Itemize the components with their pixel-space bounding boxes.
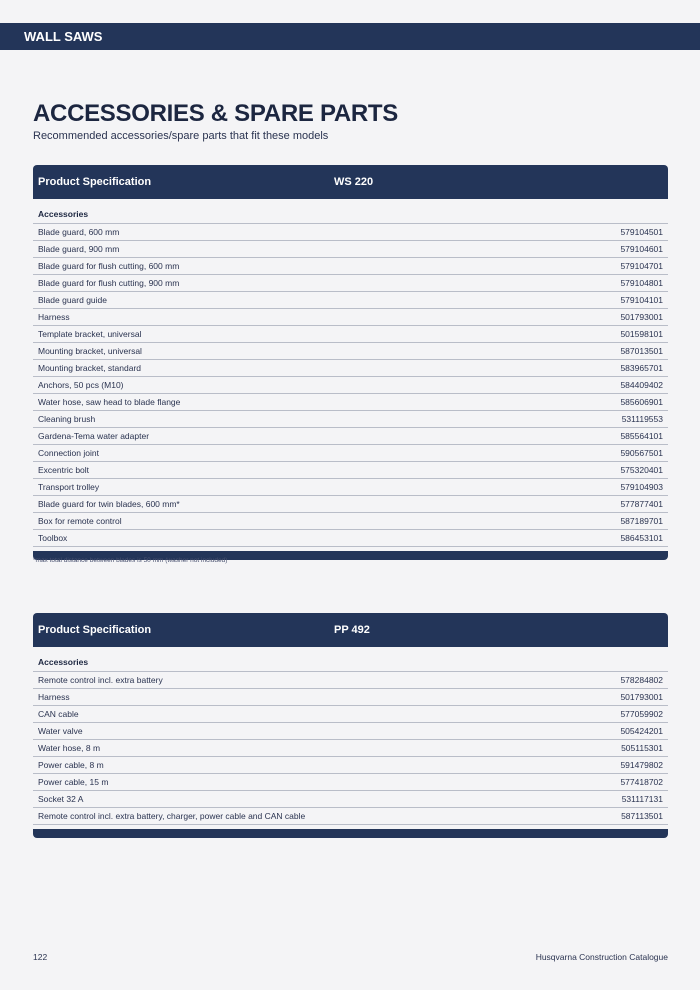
part-number: 583965701 — [620, 363, 663, 373]
page-subtitle: Recommended accessories/spare parts that fit these models — [33, 130, 329, 142]
part-name: Blade guard, 900 mm — [38, 244, 120, 254]
part-name: Power cable, 8 m — [38, 760, 104, 770]
part-number: 579104501 — [620, 227, 663, 237]
part-name: Socket 32 A — [38, 794, 84, 804]
part-number: 577059902 — [620, 709, 663, 719]
part-number: 579104801 — [620, 278, 663, 288]
part-name: Blade guard for twin blades, 600 mm* — [38, 499, 180, 509]
page-title: ACCESSORIES & SPARE PARTS — [33, 100, 399, 127]
table-row — [33, 513, 668, 530]
part-number: 585564101 — [620, 431, 663, 441]
part-name: Toolbox — [38, 533, 68, 543]
part-number: 578284802 — [620, 675, 663, 685]
part-number: 531117131 — [621, 794, 663, 804]
part-name: Template bracket, universal — [38, 329, 142, 339]
part-name: Remote control incl. extra battery — [38, 675, 163, 685]
table-row — [33, 343, 668, 360]
footnote: *max total distance between blades is 50 mm (washer not included) — [33, 557, 228, 564]
header-label: Product Specification — [38, 176, 152, 188]
table-row — [33, 309, 668, 326]
table-row — [33, 411, 668, 428]
part-name: Remote control incl. extra battery, charger, power cable and CAN cable — [38, 811, 306, 821]
part-name: Blade guard, 600 mm — [38, 227, 120, 237]
table-row — [33, 326, 668, 343]
part-name: Power cable, 15 m — [38, 777, 109, 787]
part-number: 585606901 — [620, 397, 663, 407]
table-row — [33, 740, 668, 757]
part-number: 587013501 — [620, 346, 663, 356]
table-row — [33, 672, 668, 689]
table-row — [33, 791, 668, 808]
part-name: Box for remote control — [38, 516, 122, 526]
part-name: Blade guard for flush cutting, 900 mm — [38, 278, 180, 288]
part-name: Mounting bracket, universal — [38, 346, 142, 356]
part-number: 501793001 — [620, 692, 663, 702]
table-row — [33, 689, 668, 706]
part-number: 505424201 — [620, 726, 663, 736]
section-label-accessories: Accessories — [33, 206, 668, 224]
spec-table-header — [33, 165, 668, 199]
part-name: Mounting bracket, standard — [38, 363, 142, 373]
part-number: 579104101 — [620, 295, 663, 305]
table-rows — [33, 224, 668, 547]
part-name: Harness — [38, 692, 70, 702]
part-number: 590567501 — [620, 448, 663, 458]
table-row — [33, 394, 668, 411]
part-name: Transport trolley — [38, 482, 100, 492]
page-number: 122 — [33, 952, 48, 962]
part-number: 587113501 — [621, 811, 663, 821]
header-model: WS 220 — [334, 176, 374, 188]
table-row — [33, 445, 668, 462]
header-model: PP 492 — [334, 624, 370, 636]
part-number: 587189701 — [620, 516, 663, 526]
part-name: Cleaning brush — [38, 414, 96, 424]
part-number: 501793001 — [620, 312, 663, 322]
part-number: 579104601 — [620, 244, 663, 254]
part-number: 501598101 — [620, 329, 663, 339]
table-row — [33, 292, 668, 309]
table-row — [33, 258, 668, 275]
part-name: Excentric bolt — [38, 465, 90, 475]
part-name: Blade guard guide — [38, 295, 108, 305]
part-number: 531119553 — [621, 414, 663, 424]
table-row — [33, 757, 668, 774]
section-title: WALL SAWS — [24, 29, 103, 44]
part-name: Water hose, saw head to blade flange — [38, 397, 181, 407]
part-name: Water valve — [38, 726, 83, 736]
part-number: 584409402 — [620, 380, 663, 390]
table-row — [33, 496, 668, 513]
table-row — [33, 706, 668, 723]
table-row — [33, 275, 668, 292]
part-number: 575320401 — [620, 465, 663, 475]
part-number: 577418702 — [620, 777, 663, 787]
table-row — [33, 808, 668, 825]
spec-table-pp492 — [33, 613, 668, 838]
part-name: Connection joint — [38, 448, 99, 458]
catalogue-name: Husqvarna Construction Catalogue — [535, 952, 668, 962]
part-number: 579104903 — [620, 482, 663, 492]
part-name: Gardena-Tema water adapter — [38, 431, 150, 441]
part-number: 579104701 — [620, 261, 663, 271]
spec-table-header — [33, 613, 668, 647]
part-name: Anchors, 50 pcs (M10) — [38, 380, 124, 390]
part-name: CAN cable — [38, 709, 79, 719]
table-rows — [33, 672, 668, 825]
table-row — [33, 224, 668, 241]
table-row — [33, 479, 668, 496]
section-label-accessories: Accessories — [33, 654, 668, 672]
spec-table-ws220 — [33, 165, 668, 560]
table-row — [33, 723, 668, 740]
header-label: Product Specification — [38, 624, 152, 636]
part-number: 586453101 — [620, 533, 663, 543]
table-row — [33, 462, 668, 479]
table-row — [33, 377, 668, 394]
spec-table-footer — [33, 829, 668, 838]
table-row — [33, 360, 668, 377]
part-name: Harness — [38, 312, 70, 322]
part-number: 505115301 — [621, 743, 663, 753]
part-number: 591479802 — [620, 760, 663, 770]
table-row — [33, 241, 668, 258]
table-row — [33, 774, 668, 791]
table-row — [33, 530, 668, 547]
part-number: 577877401 — [620, 499, 663, 509]
section-header-bar — [0, 23, 700, 50]
table-row — [33, 428, 668, 445]
part-name: Blade guard for flush cutting, 600 mm — [38, 261, 180, 271]
part-name: Water hose, 8 m — [38, 743, 101, 753]
